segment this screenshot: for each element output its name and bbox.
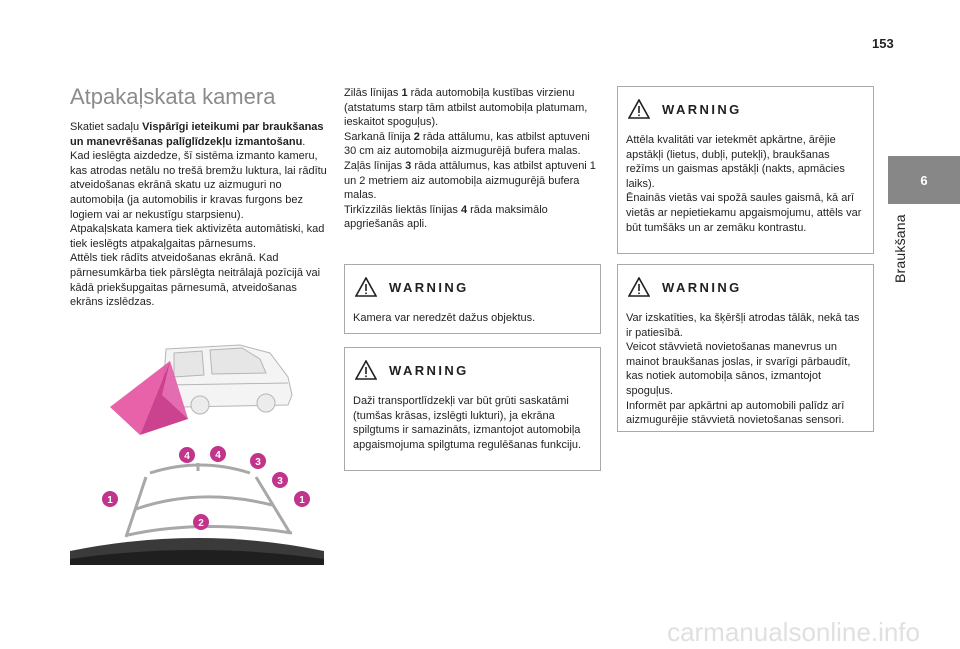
intro-display: Attēls tiek rādīts atveidošanas ekrānā. Kad pārnesumkārba tiek pārslēgta neitrālajā pozīcijā vai kādā priekšupgaitas pārnesumā, atveidošanas ekrāns izslēdzas.: [70, 252, 321, 309]
marker-2: [193, 514, 209, 530]
svg-text:2: 2: [198, 518, 204, 529]
warning-text: Var izskatīties, ka šķēršļi atrodas tālāk, nekā tas ir patiesībā.: [626, 312, 860, 339]
blue-lines-text: Zilās līnijas 1 rāda automobiļa kustības virzienu (atstatums starp tām atbilst automobiļa platumam, ieskaitot spoguļus).: [344, 87, 588, 129]
warning-header: [353, 358, 592, 382]
intro-column: [70, 84, 332, 310]
watermark-footer: carmanualsonline.info: [667, 617, 920, 647]
intro-activation: Atpakaļskata kamera tiek aktivizēta automātiski, kad tiek ieslēgts atpakaļgaitas pārnesums.: [70, 223, 325, 250]
marker-1-right: [294, 491, 310, 507]
warning-header: [626, 275, 865, 299]
warning-text: Daži transportlīdzekļi var būt grūti saskatāmi (tumšas krāsas, izslēgti lukturi), ja ekrāna spilgtums ir samazināts, izmantojot automobiļa apgaismojuma spilgtuma regulēšanas funkciju.: [353, 395, 582, 451]
svg-text:4: 4: [215, 450, 221, 461]
warning-box-1: [344, 264, 601, 334]
intro-lead: Skatiet sadaļu: [70, 121, 143, 133]
guidelines-column: [344, 86, 600, 232]
marker-4-left: [179, 447, 195, 463]
warning-text: Attēla kvalitāti var ietekmēt apkārtne, ārējie apstākļi (lietus, dubļi, putekļi), braukšanas režīms un gaismas apstākļi (nakts, apmācies laiks).: [626, 134, 845, 190]
warning-triangle-icon: [628, 277, 650, 297]
warning-triangle-icon: [628, 99, 650, 119]
warning-triangle-icon: [355, 277, 377, 297]
marker-1-left: [102, 491, 118, 507]
warning-text: Kamera var neredzēt dažus objektus.: [353, 312, 536, 324]
warning-text: Veicot stāvvietā novietošanas manevrus un mainot braukšanas joslas, ir svarīgi pārbaudīt, kas notiek automobiļa sānos, izmantojot spoguļus.: [626, 341, 851, 397]
warning-box-3: [617, 86, 874, 254]
intro-paragraph: [70, 120, 332, 149]
warning-title: WARNING: [389, 362, 469, 378]
red-line-text: Sarkanā līnija 2 rāda attālumu, kas atbilst aptuveni 30 cm aiz automobiļa aizmugurējā bufera malas.: [344, 130, 590, 158]
section-title: Atpakaļskata kamera: [70, 84, 276, 109]
svg-text:3: 3: [277, 476, 283, 487]
warning-box-2: [344, 347, 601, 471]
svg-text:4: 4: [184, 451, 190, 462]
warning-header: [626, 97, 865, 121]
marker-3-lower: [272, 472, 288, 488]
marker-4-right: [210, 446, 226, 462]
warning-text: Ēnainās vietās vai spožā saules gaismā, kā arī vietās ar nepietiekamu apgaismojumu, attēls var būt tumšāks un ar zemāku kontrastu.: [626, 192, 862, 234]
marker-3-upper: [250, 453, 266, 469]
intro-lead-end: .: [302, 135, 306, 148]
chapter-title: Braukšana: [892, 214, 908, 283]
turquoise-lines-text: Tirkīzzilās liektās līnijas 4 rāda maksimālo apgriešanās apli.: [344, 203, 548, 231]
green-lines-text: Zaļās līnijas 3 rāda attālumus, kas atbilst aptuveni 1 un 2 metriem aiz automobiļa aizmugurējā bufera malas.: [344, 159, 596, 202]
chapter-tab[interactable]: 6: [888, 156, 960, 204]
warning-title: WARNING: [662, 279, 742, 295]
camera-illustration: [70, 337, 324, 565]
warning-title: WARNING: [662, 101, 742, 117]
intro-reference-link[interactable]: Vispārīgi ieteikumi par braukšanas un manevrēšanas palīglīdzekļu izmantošanu: [70, 121, 324, 148]
svg-text:1: 1: [299, 495, 305, 506]
svg-text:3: 3: [255, 457, 261, 468]
warning-triangle-icon: [355, 360, 377, 380]
page-number: 153: [872, 36, 894, 51]
warning-box-4: [617, 264, 874, 432]
intro-body: Kad ieslēgta aizdedze, šī sistēma izmanto kameru, kas atrodas netālu no trešā bremžu luktura, lai rādītu atveidošanas ekrānā skatu uz aizmuguri no automobiļa (ja automobilis ir kravas furgons bez logiem vai ar nekustīgu starpsienu).: [70, 150, 327, 221]
warning-text: Informēt par apkārtni ap automobili palīdz arī aizmugurējie stāvvietā novietošanas sensori.: [626, 399, 845, 427]
svg-text:1: 1: [107, 495, 113, 506]
warning-header: [353, 275, 592, 299]
warning-title: WARNING: [389, 279, 469, 295]
